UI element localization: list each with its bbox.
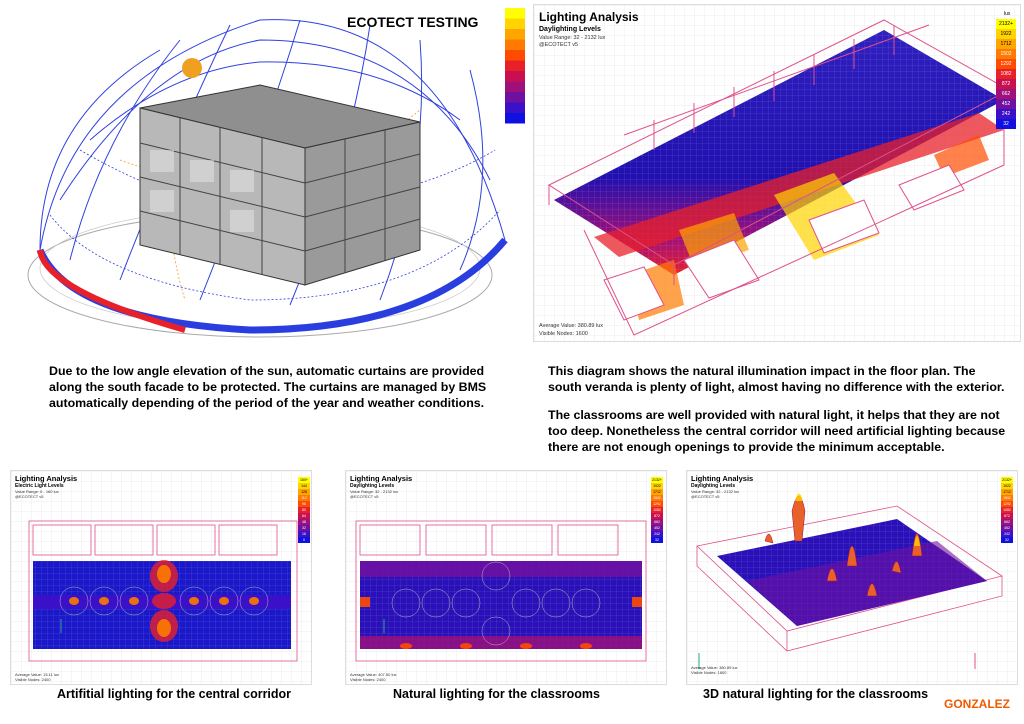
legend-swatch: 160+ [298, 477, 310, 483]
legend-swatch: 1292 [996, 59, 1016, 69]
legend-swatch: 32 [1001, 537, 1013, 543]
corridor-light-plan [11, 471, 311, 684]
panel-watermark: @ECOTECT v5 [539, 42, 579, 48]
panel-title: Lighting Analysis [15, 474, 78, 483]
floor-plan-daylight-3d [534, 5, 1020, 341]
legend-swatch: 872 [651, 513, 663, 519]
caption-artificial: Artifitial lighting for the central corridor [57, 687, 292, 701]
panel-average: Average Value: 380.89 lux [539, 323, 604, 329]
panel-value-range: Value Range: 32 - 2132 lux [350, 489, 399, 494]
legend-swatch: 662 [1001, 519, 1013, 525]
sun-protection-description: Due to the low angle elevation of the sun, automatic curtains are provided along the south facade to be protected. The curtains are managed by BMS automatically depending of the period of the year and weather conditions. [49, 364, 487, 410]
caption-natural: Natural lighting for the classrooms [393, 687, 600, 701]
legend-swatch: 1502 [996, 49, 1016, 59]
legend-swatch: 1082 [996, 69, 1016, 79]
legend-swatch: 32 [298, 525, 310, 531]
legend-swatch [505, 8, 525, 19]
caption-3d: 3D natural lighting for the classrooms [703, 687, 929, 701]
legend-swatch: 1922 [1001, 483, 1013, 489]
legend-swatch [505, 29, 525, 40]
panel-watermark: @ECOTECT v5 [691, 494, 720, 499]
panel-average: Average Value: 380.89 lux [691, 665, 738, 670]
panel-value-range: Value Range: 32 - 2132 lux [691, 489, 740, 494]
panel-subtitle: Electric Light Levels [15, 483, 64, 489]
legend-swatch: 1712 [996, 39, 1016, 49]
sun-path-diagram [0, 0, 520, 350]
legend-swatch [505, 103, 525, 114]
legend-swatch: 64 [298, 513, 310, 519]
panel-subtitle: Daylighting Levels [350, 483, 395, 489]
legend-swatch: 16 [298, 531, 310, 537]
legend-swatch: 872 [1001, 513, 1013, 519]
legend-swatch: 1712 [1001, 489, 1013, 495]
classroom-daylight-plan [346, 471, 666, 684]
legend-swatch: 1502 [651, 495, 663, 501]
legend-swatch [505, 50, 525, 61]
floorplan-description: This diagram shows the natural illumination impact in the floor plan. The south veranda is plenty of light, almost having no difference with the exterior. [548, 364, 1005, 394]
legend-scale [1001, 477, 1013, 543]
artificial-lighting-panel [10, 470, 312, 685]
panel-average: Average Value: 407.50 lux [350, 672, 397, 677]
panel-title: Lighting Analysis [350, 474, 413, 483]
legend-swatch: 112 [298, 495, 310, 501]
legend-swatch: 96 [298, 501, 310, 507]
legend-swatch [505, 19, 525, 30]
legend-swatch: 48 [298, 519, 310, 525]
sun-legend [505, 8, 527, 126]
panel-watermark: @ECOTECT v5 [350, 494, 379, 499]
panel-visible-nodes: Visible Nodes: 1600 [539, 331, 588, 337]
sun-marker [182, 58, 202, 78]
legend-swatch: 452 [1001, 525, 1013, 531]
lighting-analysis-panel [533, 4, 1021, 342]
legend-swatch: 452 [996, 99, 1016, 109]
legend-swatch: 1082 [651, 507, 663, 513]
legend-swatch: 32 [651, 537, 663, 543]
legend-scale [996, 19, 1016, 129]
legend-swatch: 1502 [1001, 495, 1013, 501]
legend-swatch: 1712 [651, 489, 663, 495]
panel-value-range: Value Range: 32 - 2132 lux [539, 35, 606, 41]
legend-swatch: 2132+ [1002, 478, 1012, 482]
panel-visible-nodes: Visible Nodes: 2400 [350, 677, 386, 682]
legend-swatch: 144 [298, 483, 310, 489]
legend-swatch: 32 [996, 119, 1016, 129]
classroom-daylight-3d [687, 471, 1017, 684]
panel-value-range: Value Range: 0 - 160 lux [15, 489, 59, 494]
panel-visible-nodes: Visible Nodes: 2400 [15, 677, 51, 682]
legend-swatch: 242 [1001, 531, 1013, 537]
legend-unit: lux [1004, 11, 1011, 17]
legend-swatch [505, 61, 525, 72]
legend-swatch [505, 82, 525, 93]
legend-swatch: 1922 [996, 29, 1016, 39]
legend-scale [651, 477, 663, 543]
author-signature: GONZALEZ [944, 697, 1010, 711]
legend-swatch: 452 [651, 525, 663, 531]
legend-swatch: 80 [298, 507, 310, 513]
legend-swatch: 242 [651, 531, 663, 537]
legend-swatch [505, 40, 525, 51]
legend-swatch: 872 [996, 79, 1016, 89]
panel-title: Lighting Analysis [539, 10, 639, 24]
legend-scale [298, 477, 310, 543]
legend-swatch [505, 92, 525, 103]
legend-swatch [505, 71, 525, 82]
legend-swatch: 2132+ [652, 478, 662, 482]
panel-title: Lighting Analysis [691, 474, 754, 483]
panel-subtitle: Daylighting Levels [691, 483, 736, 489]
panel-watermark: @ECOTECT v5 [15, 494, 44, 499]
legend-swatch: 2132+ [996, 19, 1016, 29]
panel-average: Average Value: 15.11 lux [15, 672, 60, 677]
legend-swatch: 1292 [1001, 501, 1013, 507]
panel-subtitle: Daylighting Levels [539, 26, 601, 33]
main-title: ECOTECT TESTING [347, 14, 479, 30]
natural-lighting-panel [345, 470, 667, 685]
legend-swatch: 0 [298, 537, 310, 543]
legend-swatch: 1082 [1001, 507, 1013, 513]
legend-swatch: 662 [651, 519, 663, 525]
legend-swatch: 242 [996, 109, 1016, 119]
panel-visible-nodes: Visible Nodes: 1600 [691, 670, 727, 675]
legend-swatch: 662 [996, 89, 1016, 99]
legend-swatch [505, 113, 525, 124]
legend-swatch: 128 [298, 489, 310, 495]
legend-swatch: 1922 [651, 483, 663, 489]
classroom-description: The classrooms are well provided with natural light, it helps that they are not too deep. Nonetheless the central corridor will need artificial lighting because there are not enough openings to provide the minimum acceptable. [548, 408, 1006, 454]
legend-swatch: 1292 [651, 501, 663, 507]
3d-natural-lighting-panel [686, 470, 1018, 685]
